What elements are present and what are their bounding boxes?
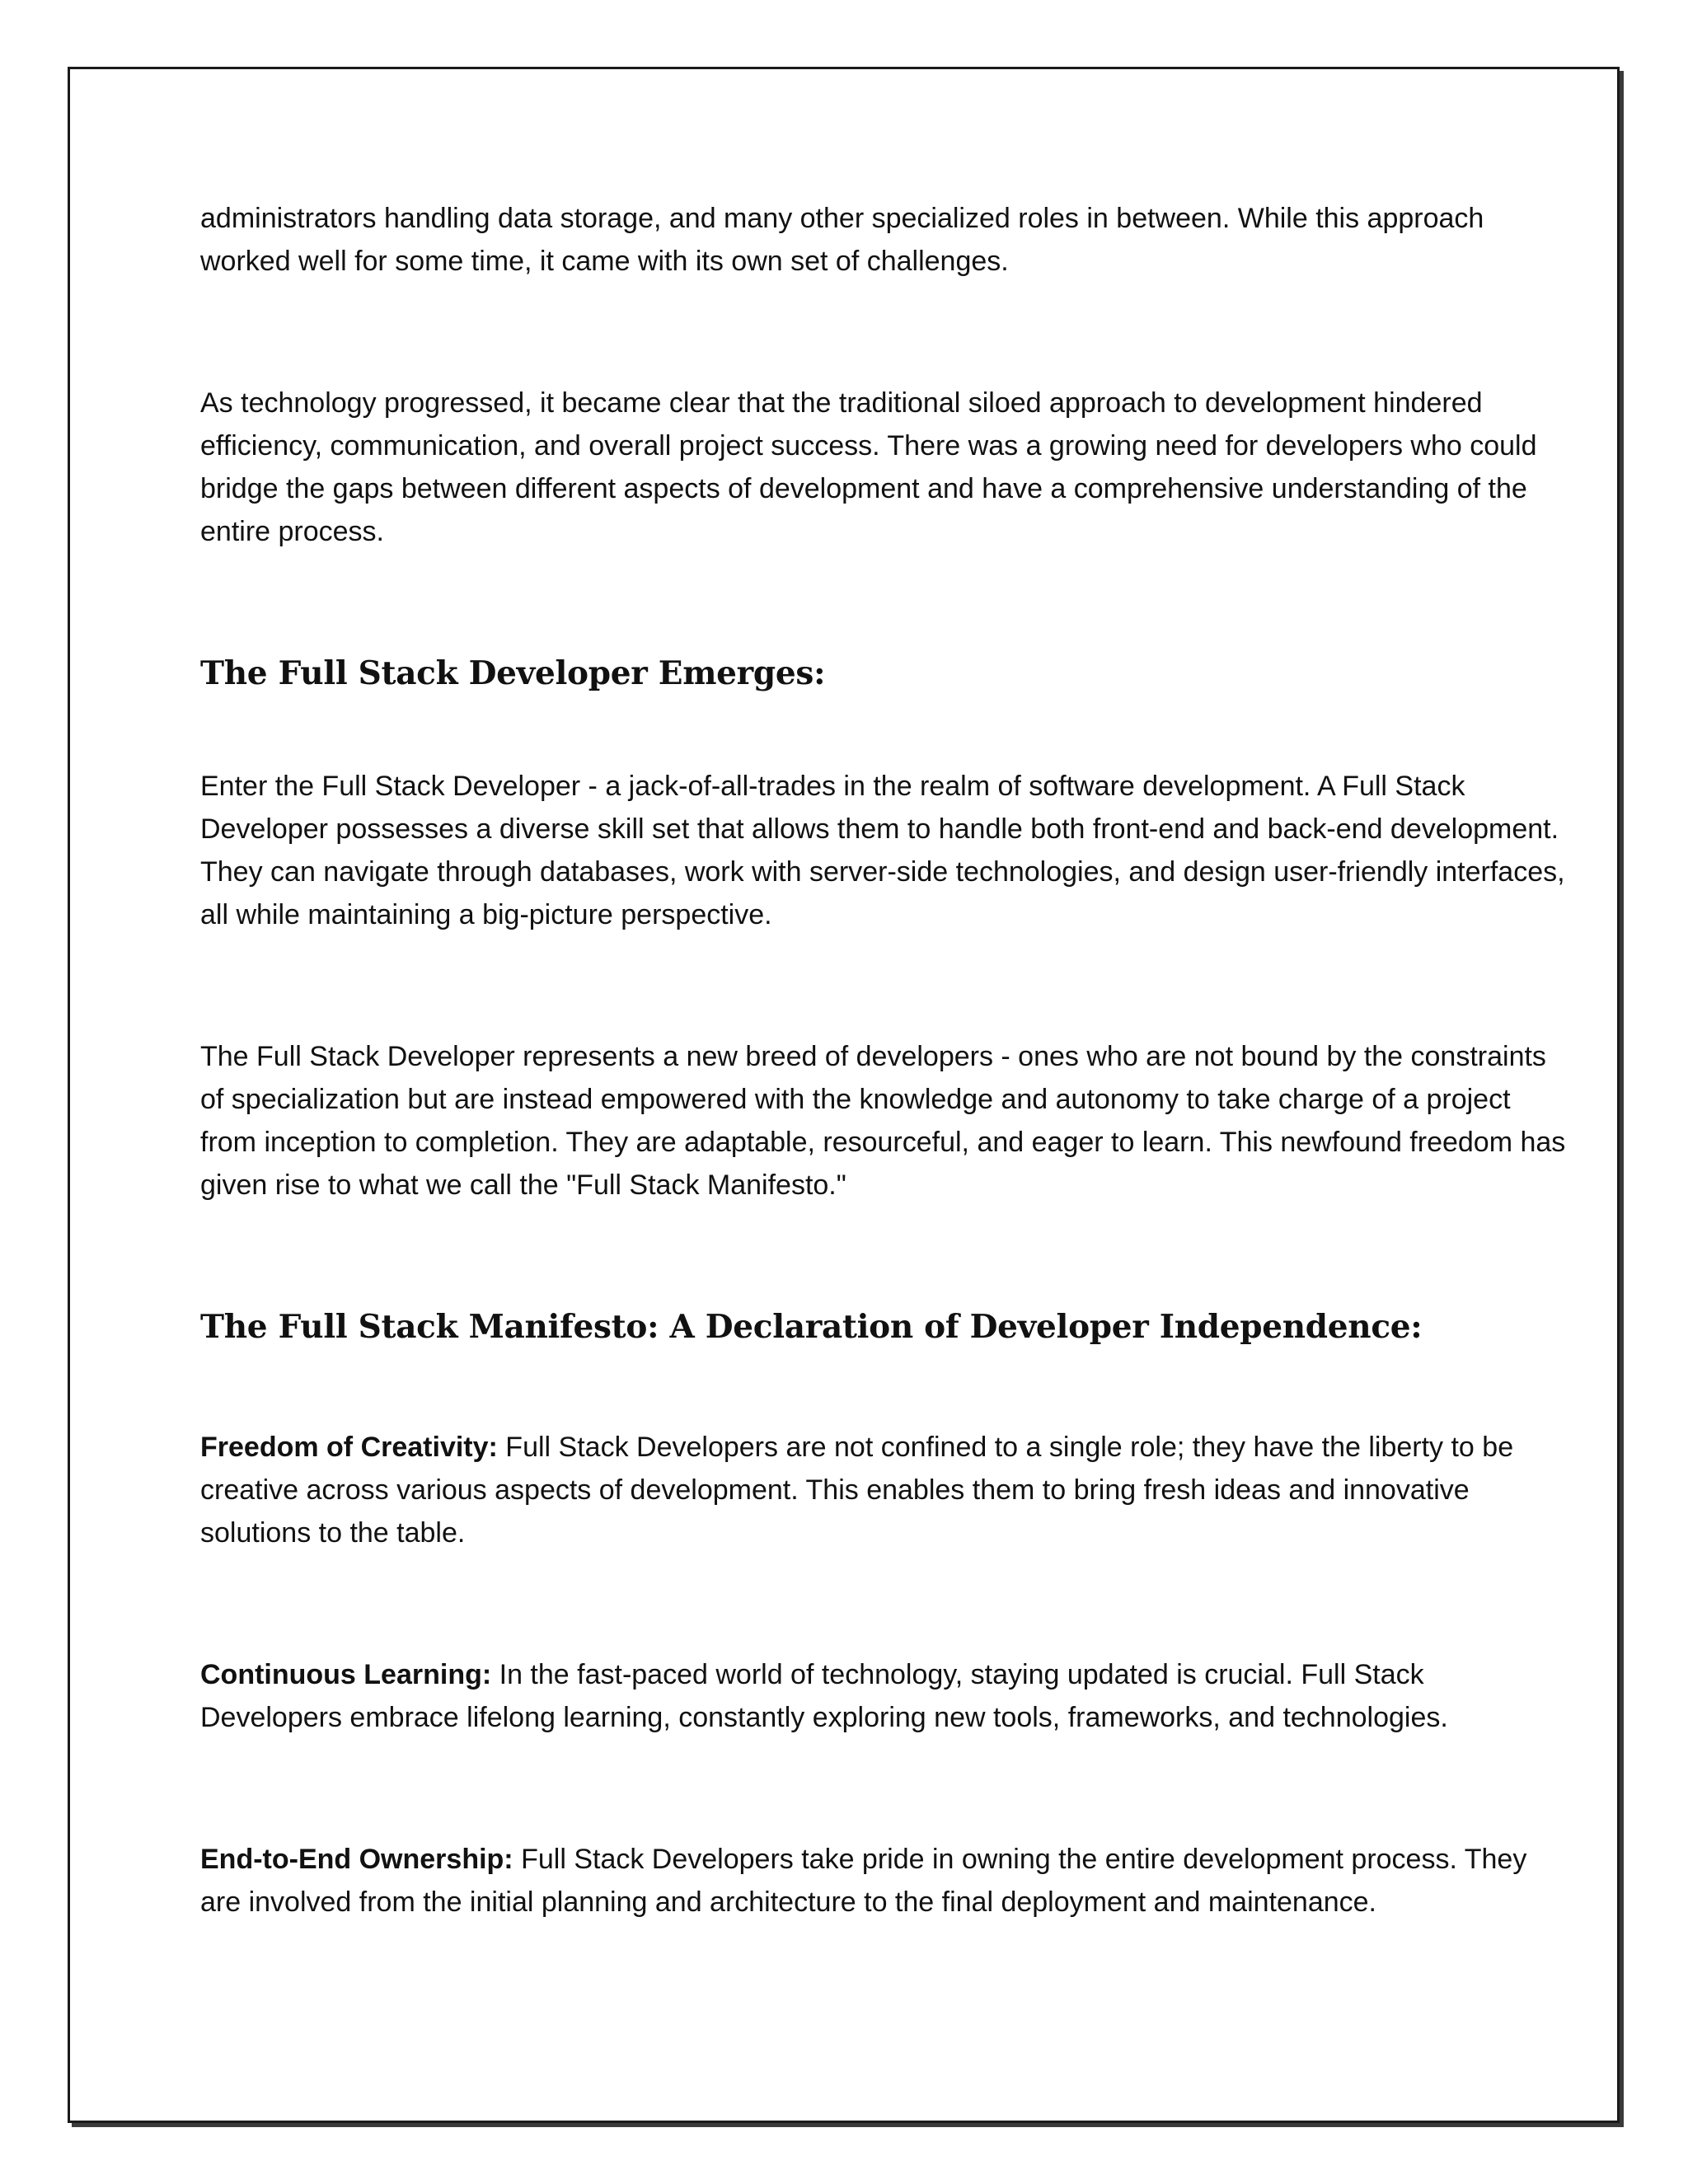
paragraph-siloed-approach: As technology progressed, it became clear that the traditional siloed approach to development hindered efficiency, communication, and overall project success. There was a growing need for developers who could bridge the gaps between different aspects of development and have a comprehensive understanding of the entire process.	[200, 387, 1537, 547]
manifesto-term: End-to-End Ownership:	[200, 1844, 513, 1875]
paragraph-enter-full-stack: Enter the Full Stack Developer - a jack-of-all-trades in the realm of software development. A Full Stack Developer possesses a diverse skill set that allows them to handle both front-end and back-end development. They can navigate through databases, work with server-side technologies, and design user-friendly interfaces, all while maintaining a big-picture perspective.	[200, 771, 1565, 930]
paragraph-new-breed: The Full Stack Developer represents a new breed of developers - ones who are not bound by the constraints of specialization but are instead empowered with the knowledge and autonomy to take charge of a project from inception to completion. They are adaptable, resourceful, and eager to learn. This newfound freedom has given rise to what we call the "Full Stack Manifesto."	[200, 1041, 1566, 1201]
paragraph-roles-challenges: administrators handling data storage, and many other specialized roles in between. While this approach worked well for some time, it came with its own set of challenges.	[200, 203, 1484, 277]
manifesto-point-learning	[200, 1653, 1568, 1739]
page-content	[200, 197, 1568, 1924]
manifesto-text: Full Stack Developers take pride in owning the entire development process. They are involved from the initial planning and architecture to the final deployment and maintenance.	[200, 1844, 1527, 1918]
manifesto-text: Full Stack Developers are not confined to a single role; they have the liberty to be creative across various aspects of development. This enables them to bring fresh ideas and innovative solutions to the table.	[200, 1432, 1514, 1549]
manifesto-point-ownership	[200, 1838, 1568, 1924]
manifesto-text: In the fast-paced world of technology, staying updated is crucial. Full Stack Developers embrace lifelong learning, constantly exploring new tools, frameworks, and technologies.	[200, 1659, 1448, 1733]
heading-developer-emerges: The Full Stack Developer Emerges:	[200, 654, 826, 692]
manifesto-term: Continuous Learning:	[200, 1659, 492, 1690]
heading-manifesto: The Full Stack Manifesto: A Declaration of Developer Independence:	[200, 1308, 1423, 1346]
manifesto-point-creativity	[200, 1426, 1568, 1554]
manifesto-term: Freedom of Creativity:	[200, 1432, 498, 1463]
document-page	[68, 67, 1620, 2123]
